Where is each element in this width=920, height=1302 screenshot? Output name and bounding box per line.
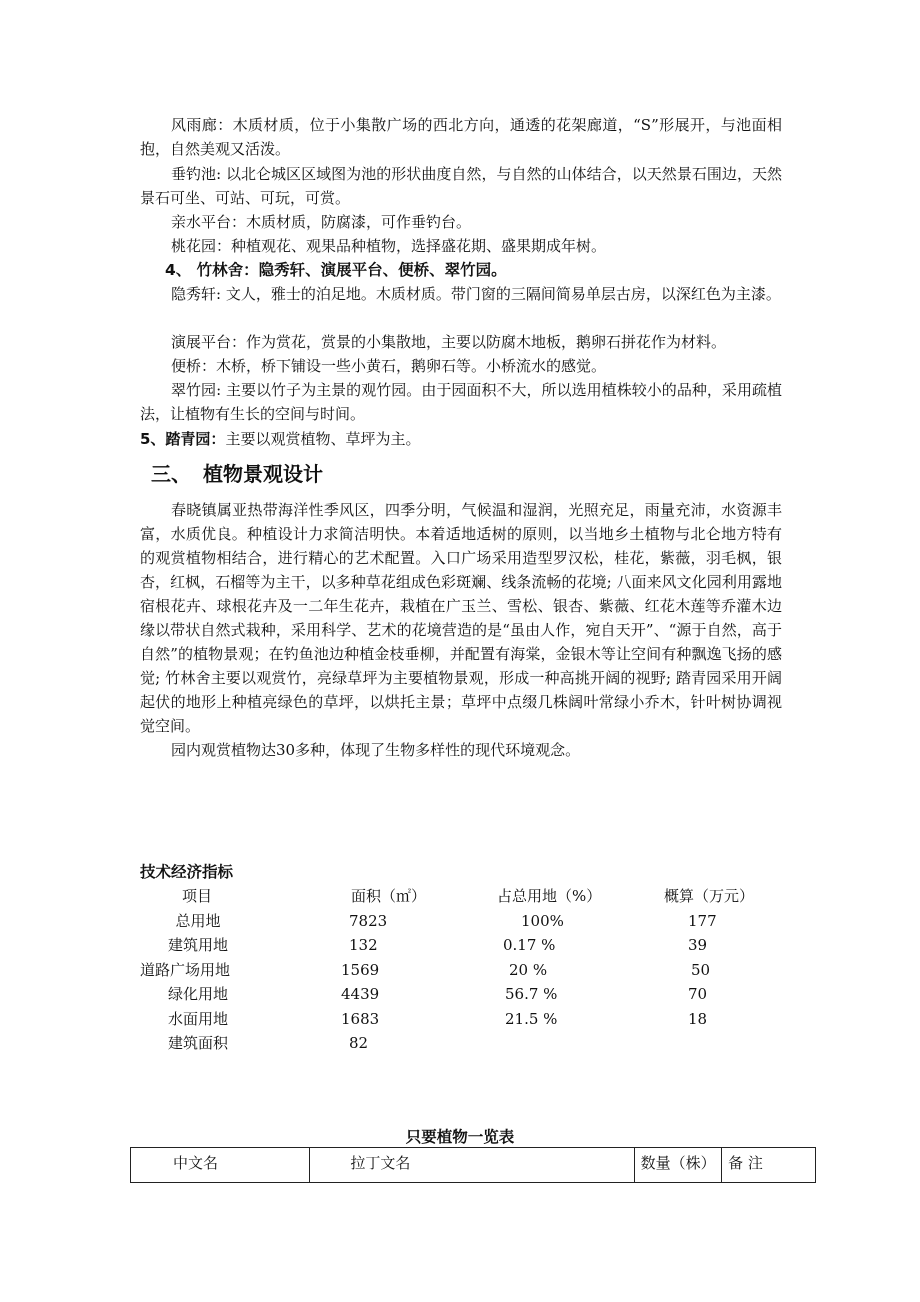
cell-item: 总用地 [175,911,221,930]
cell-area: 7823 [349,911,388,930]
cell-percent: 0.17 % [503,936,556,954]
plant-table [130,1147,816,1183]
cell-item: 绿化用地 [167,985,228,1003]
paragraph-fishing-pond: 垂钓池: 以北仑城区区域图为池的形状曲度自然，与自然的山体结合，以天然景石围边，天然景石可坐、可站、可玩，可赏。 [140,165,782,207]
paragraph-waterside-platform: 亲水平台：木质材质，防腐漆，可作垂钓台。 [171,213,472,231]
header-item: 项目 [182,887,213,905]
tech-table-title: 技术经济指标 [140,863,234,881]
plant-table-title: 只要植物一览表 [405,1128,515,1146]
paragraph-wind-rain-corridor: 风雨廊：木质材质，位于小集散广场的西北方向，通透的花架廊道，“S”形展开，与池面相抱，自然美观又活泼。 [140,116,782,158]
cell-budget: 18 [688,1009,708,1028]
paragraph-peach-garden: 桃花园：种植观花、观果品种植物，选择盛花期、盛果期成年树。 [171,237,607,255]
table-row [140,982,800,1007]
heading-bamboo-house: 4、 竹林舍：隐秀轩、演展平台、便桥、翠竹园。 [165,261,507,279]
heading-outing-garden [140,427,420,451]
header-budget: 概算（万元） [664,887,755,905]
cell-percent: 20 % [509,960,548,979]
paragraph-bamboo-garden: 翠竹园: 主要以竹子为主景的观竹园。由于园面积不大，所以选用植株较小的品种，采用疏植法，让植物有生长的空间与时间。 [140,381,782,423]
cell-item: 建筑用地 [167,936,228,954]
cell-percent: 21.5 % [505,1009,558,1028]
section-heading-plant-landscape [151,460,323,488]
tech-table-header [140,884,800,909]
paragraph-plant-design: 春晓镇属亚热带海洋性季风区，四季分明，气候温和湿润，光照充足，雨量充沛，水资源丰富，水质优良。种植设计力求简洁明快。本着适地适树的原则，以当地乡土植物与北仑地方特有的观赏植物相结合，进行精心的艺术配置。入口广场采用造型罗汉松，桂花，紫薇，羽毛枫，银杏，红枫，石榴等为主干，以多种草花组成色彩斑斓、线条流畅的花境; 八面来风文化园利用露地宿根花卉、球根花卉及一二年生花卉，栽植在广玉兰、雪松、银杏、紫薇、红花木莲等乔灌木边缘以带状自然式栽种，采用科学、艺术的花境营造的是“虽由人作，宛自天开”、“源于自然，高于自然”的植物景观；在钓鱼池边种植金枝垂柳，并配置有海棠，金银木等让空间有种飘逸飞扬的感觉; 竹林舍主要以观赏竹，亮绿草坪为主要植物景观，形成一种高挑开阔的视野; 踏青园采用开阔起伏的地形上种植亮绿色的草坪，以烘托主景；草坪中点缀几株阔叶常绿小乔木，针叶树协调视觉空间。 [140,501,782,735]
header-quantity: 数量（株） [634,1148,722,1183]
table-row [140,909,800,934]
cell-area: 1683 [341,1009,380,1028]
table-row [140,1031,800,1056]
cell-area: 1569 [341,960,380,979]
paragraph-plant-diversity: 园内观赏植物达30多种，体现了生物多样性的现代环境观念。 [171,741,581,759]
plant-table-header [131,1148,816,1183]
cell-item: 水面用地 [167,1009,228,1028]
header-latin-name: 拉丁文名 [310,1148,634,1183]
paragraph-yinxiu-pavilion: 隐秀轩: 文人，雅士的泊足地。木质材质。带门窗的三隔间简易单层古房，以深红色为主漆。 [171,285,781,303]
cell-percent: 56.7 % [505,985,558,1003]
cell-budget: 70 [688,985,708,1003]
section-title: 植物景观设计 [203,462,323,486]
tech-table [140,884,800,1056]
cell-percent: 100% [521,911,564,930]
paragraph-footbridge: 便桥：木桥，桥下铺设一些小黄石，鹅卵石等。小桥流水的感觉。 [171,357,607,375]
heading-outing-garden-text: 主要以观赏植物、草坪为主。 [225,430,421,448]
cell-item: 建筑面积 [167,1034,228,1052]
heading-outing-garden-label: 5、踏青园： [140,430,226,448]
cell-budget: 39 [688,936,708,954]
table-row [140,933,800,958]
cell-budget: 177 [688,911,717,930]
header-area: 面积（㎡） [351,887,427,905]
cell-item: 道路广场用地 [140,960,231,979]
paragraph-exhibition-platform: 演展平台：作为赏花，赏景的小集散地，主要以防腐木地板，鹅卵石拼花作为材料。 [171,333,727,351]
section-number: 三、 [151,462,191,486]
table-row [140,1007,800,1032]
header-percent: 占总用地（%） [497,887,602,905]
header-chinese-name: 中文名 [131,1148,310,1183]
header-remarks: 备 注 [722,1148,816,1183]
cell-area: 4439 [341,985,380,1003]
cell-budget: 50 [691,960,711,979]
cell-area: 132 [349,936,378,954]
table-row [140,958,800,983]
cell-area: 82 [349,1034,369,1052]
